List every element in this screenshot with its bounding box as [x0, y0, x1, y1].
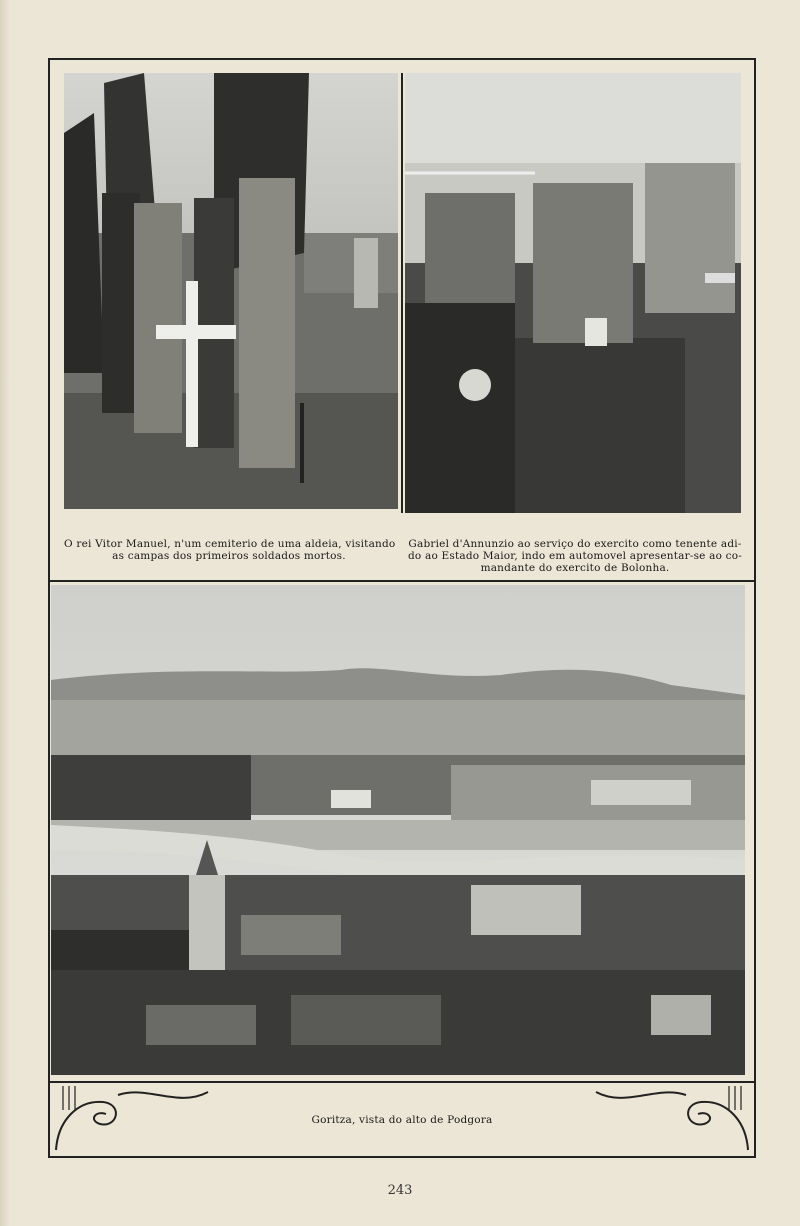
caption-dannunzio-line-2: do ao Estado Maior, indo em automovel apresentar-se ao co- — [408, 550, 742, 562]
column-divider — [401, 73, 403, 513]
caption-goritza-text: Goritza, vista do alto de Podgora — [311, 1114, 493, 1126]
photo-king-cemetery — [64, 73, 398, 509]
caption-king-line-1: O rei Vitor Manuel, n'um cemiterio de uma aldeia, visitando — [64, 538, 396, 550]
section-divider — [48, 580, 756, 582]
photo-goritza-panorama — [51, 585, 745, 1075]
caption-dannunzio-line-3: mandante do exercito de Bolonha. — [480, 562, 670, 574]
caption-king — [64, 538, 394, 562]
caption-goritza — [48, 1114, 756, 1126]
caption-king-line-2: as campas dos primeiros soldados mortos. — [112, 550, 346, 562]
caption-dannunzio — [406, 538, 744, 574]
photo-dannunzio-car — [405, 73, 741, 513]
page-number: 243 — [387, 1183, 413, 1198]
caption-dannunzio-line-1: Gabriel d'Annunzio ao serviço do exercito como tenente adi- — [408, 538, 742, 550]
page-edge — [0, 0, 10, 1226]
